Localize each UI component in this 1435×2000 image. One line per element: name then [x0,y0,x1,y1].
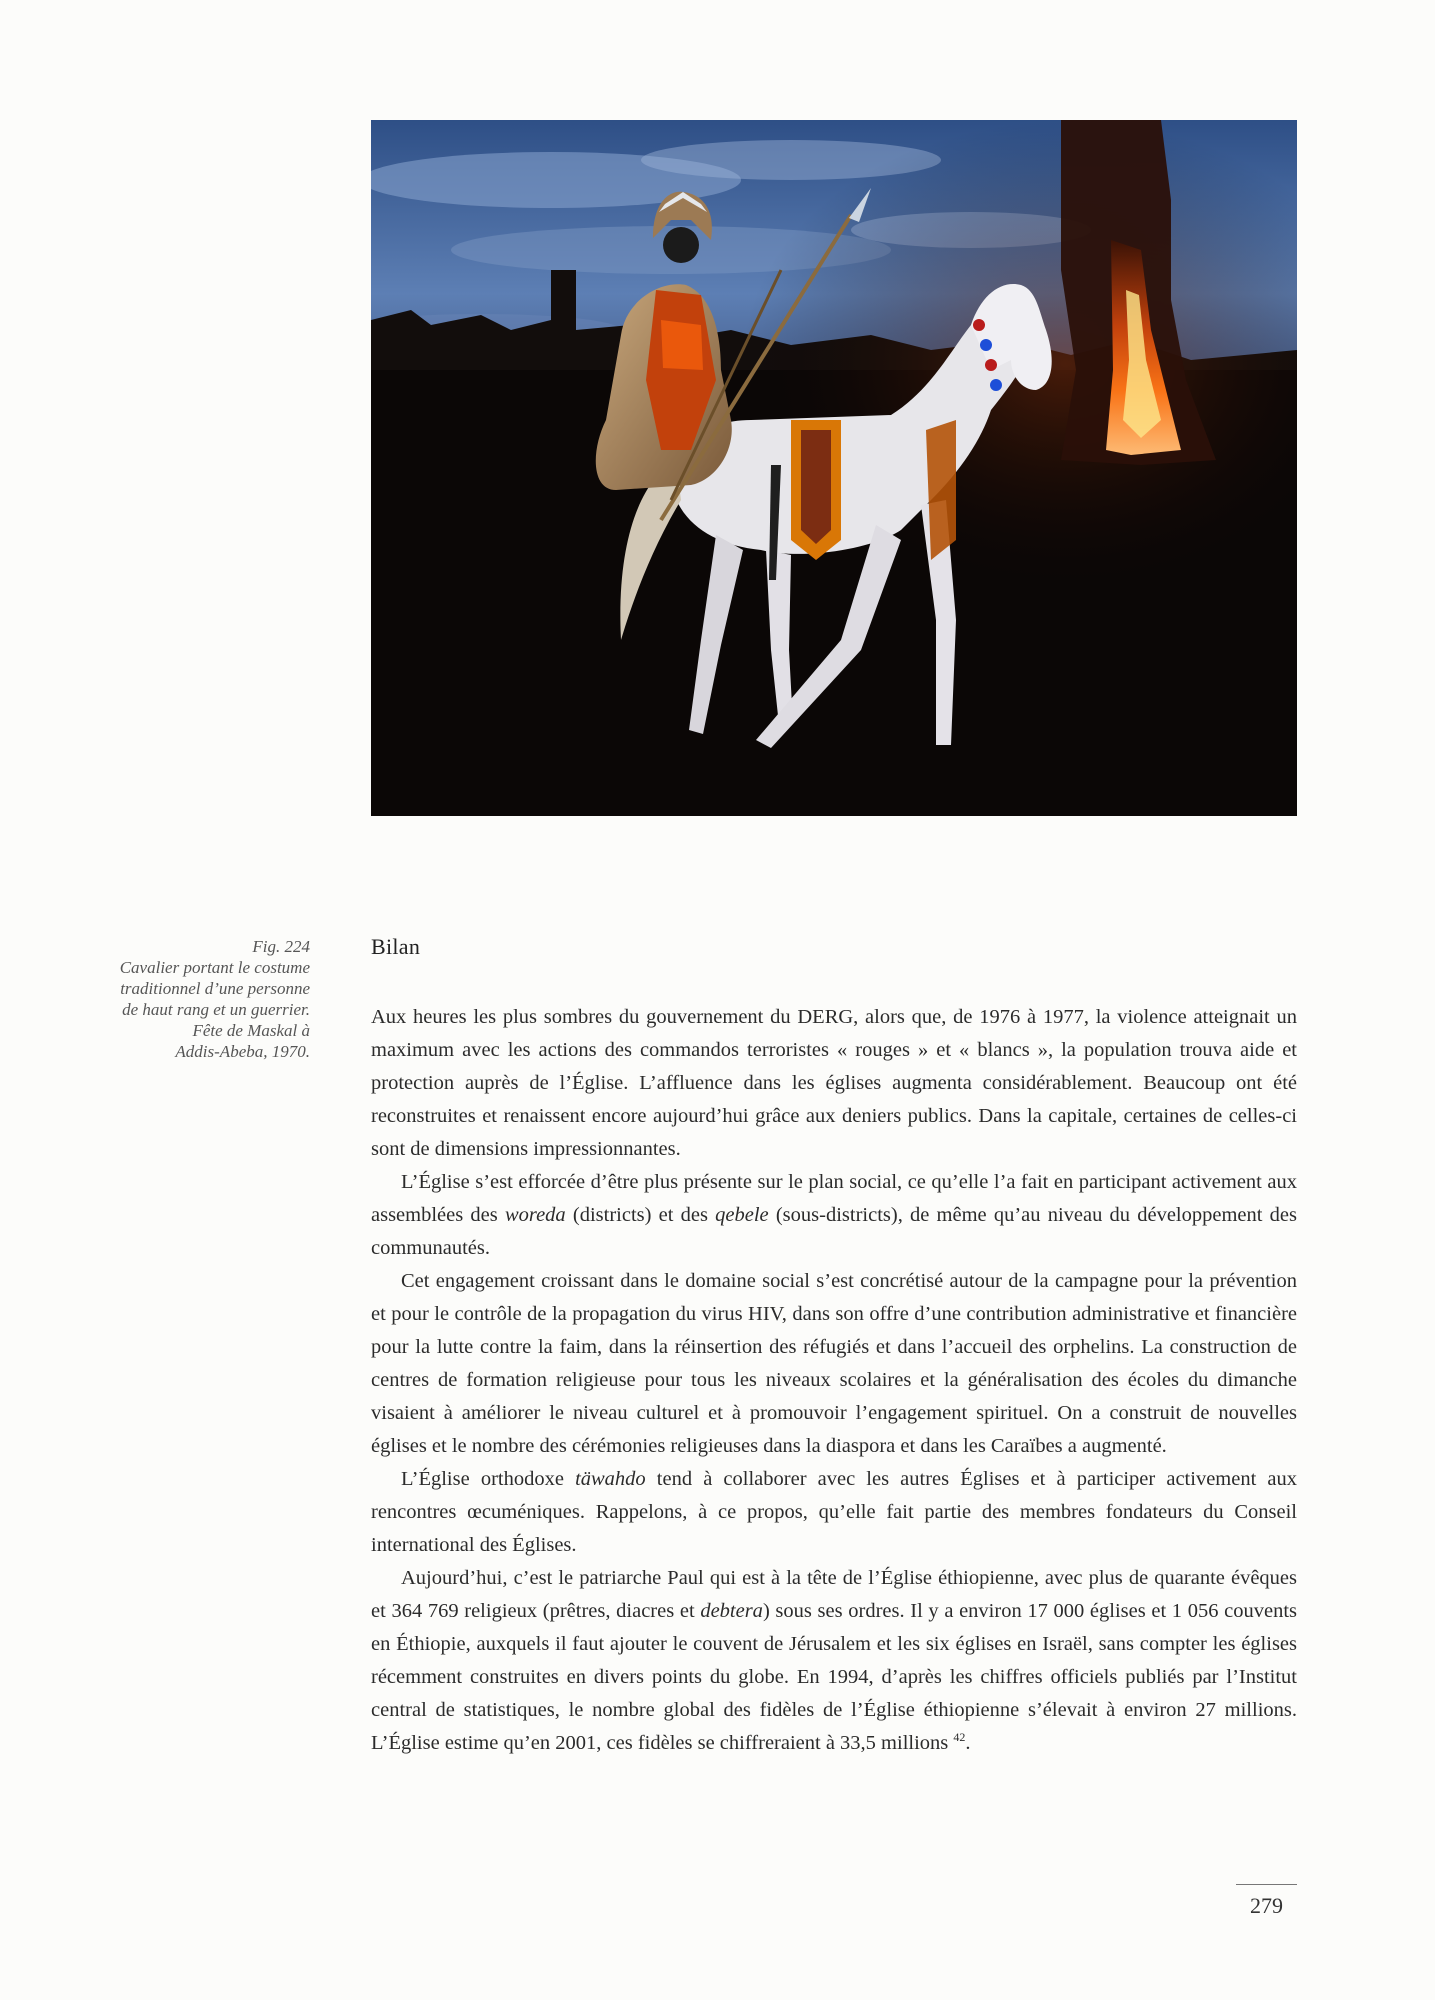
italic-term: woreda [504,1204,566,1226]
italic-term: täwahdo [575,1468,646,1490]
caption-line: traditionnel d’une personne [120,979,310,998]
paragraph-text: L’Église orthodoxe [401,1468,576,1490]
paragraph-text: ) sous ses ordres. Il y a environ 17 000 églises et 1 056 couvents en Éthiopie, auxquels il faut ajouter le couvent de Jérusalem et les six églises en Israël, sans compter les églises récemment construites en divers points du globe. En 1994, d’après les chiffres officiels publiés par l’Institut central de statistiques, le nombre global des fidèles de l’Église éthiopienne s’élevait à environ 27 millions. L’Église estime qu’en 2001, ces fidèles se chiffreraient à 33,5 millions [371,1600,1297,1754]
paragraph-text: Cet engagement croissant dans le domaine social s’est concrétisé autour de la campagne pour la prévention et pour le contrôle de la propagation du virus HIV, dans son offre d’une contribution administrative et financière pour la lutte contre la faim, dans la réinsertion des réfugiés et dans l’accueil des orphelins. La construction de centres de formation religieuse pour tous les niveaux scolaires et la généralisation des écoles du dimanche visaient à améliorer le niveau culturel et à promouvoir l’engagement spirituel. On a construit de nouvelles églises et le nombre des cérémonies religieuses dans la diaspora et dans les Caraïbes a augmenté. [371,1270,1297,1457]
paragraph-text: . [965,1732,971,1754]
footer-rule [1236,1884,1297,1885]
paragraph-text: tend à collaborer avec les autres Églises et à participer activement aux rencontres œcuméniques. Rappelons, à ce propos, qu’elle fait partie des membres fondateurs du Conseil international des Églises. [371,1468,1297,1556]
page-number: 279 [1250,1893,1283,1918]
paragraph-text: (districts) et des [565,1204,716,1226]
figure-caption [82,936,310,1062]
caption-line: Cavalier portant le costume [119,958,310,977]
caption-line: Fête de Maskal à [192,1021,310,1040]
paragraph-text: Aujourd’hui, c’est le patriarche Paul qui est à la tête de l’Église éthiopienne, avec plus de quarante évêques et 364 769 religieux (prêtres, diacres et [371,1567,1297,1622]
horseman-photo-illustration [371,120,1297,816]
paragraph [371,1463,1297,1562]
caption-line: Addis-Abeba, 1970. [175,1042,310,1061]
figure-number: Fig. 224 [252,937,310,956]
italic-term: qebele [715,1204,769,1226]
paragraph [371,1265,1297,1463]
footnote-reference[interactable]: 42 [953,1730,966,1745]
paragraph [371,1166,1297,1265]
paragraph [371,1562,1297,1760]
body-text [371,1001,1297,1760]
caption-line: de haut rang et un guerrier. [122,1000,310,1019]
section-title: Bilan [371,934,421,959]
figure-photo [371,120,1297,816]
paragraph [371,1001,1297,1166]
paragraph-text: L’Église s’est efforcée d’être plus présente sur le plan social, ce qu’elle l’a fait en participant activement aux assemblées des [371,1171,1297,1226]
paragraph-text: Aux heures les plus sombres du gouvernement du DERG, alors que, de 1976 à 1977, la violence atteignait un maximum avec les actions des commandos terroristes « rouges » et « blancs », la population trouva aide et protection auprès de l’Église. L’affluence dans les églises augmenta considérablement. Beaucoup ont été reconstruites et renaissent encore aujourd’hui grâce aux deniers publics. Dans la capitale, certaines de celles-ci sont de dimensions impressionnantes. [371,1006,1297,1160]
paragraph-text: (sous-districts), de même qu’au niveau du développement des communautés. [371,1204,1297,1259]
italic-term: debtera [700,1600,763,1622]
